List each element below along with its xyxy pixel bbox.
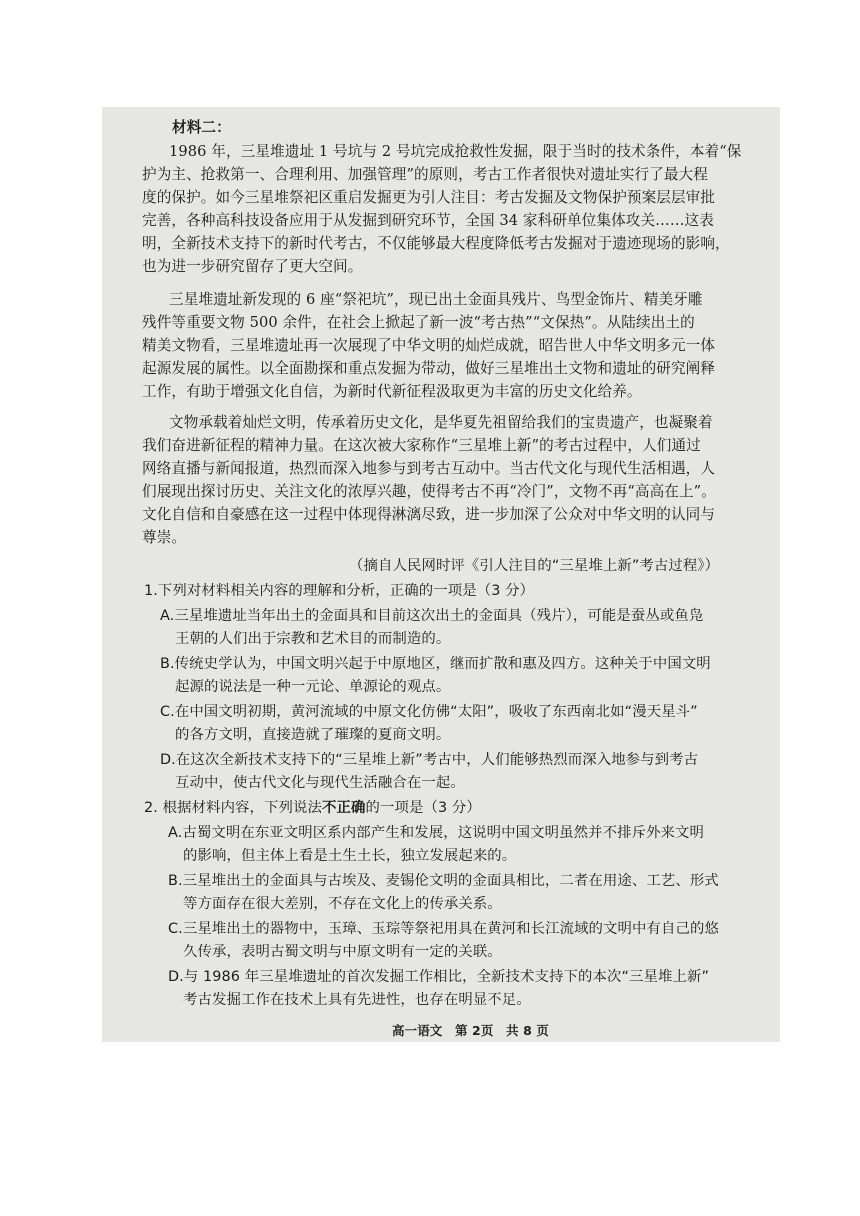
question-2-stem-text: 2. 根据材料内容，下列说法 bbox=[144, 800, 323, 816]
paragraph-2-line: 三星堆遗址新发现的 6 座“祭祀坑”，现已出土金面具残片、鸟型金饰片、精美牙雕 bbox=[169, 291, 703, 308]
question-1-stem: 1.下列对材料相关内容的理解和分析，正确的一项是（3 分） bbox=[144, 583, 535, 599]
question-2-option-d-cont: 考古发掘工作在技术上具有先进性，也存在明显不足。 bbox=[183, 992, 531, 1008]
question-2-option-a: A.古蜀文明在东亚文明区系内部产生和发展，这说明中国文明虽然并不排斥外来文明 bbox=[168, 825, 705, 841]
paragraph-1-line: 也为进一步研究留存了更大空间。 bbox=[142, 258, 363, 275]
paragraph-1-line: 明，全新技术支持下的新时代考古，不仅能够最大程度降低考古发掘对于遗迹现场的影响， bbox=[142, 235, 730, 252]
material-heading: 材料二： bbox=[172, 119, 231, 136]
paragraph-3-line: 我们奋进新征程的精神力量。在这次被大家称作“三星堆上新”的考古过程中，人们通过 bbox=[142, 437, 701, 454]
question-1-option-b: B.传统史学认为，中国文明兴起于中原地区，继而扩散和惠及四方。这种关于中国文明 bbox=[160, 656, 711, 672]
paragraph-2-line: 精美文物看，三星堆遗址再一次展现了中华文明的灿烂成就，昭告世人中华文明多元一体 bbox=[142, 337, 716, 354]
question-1-option-a-cont: 王朝的人们出于宗教和艺术目的而制造的。 bbox=[175, 631, 451, 647]
paragraph-2-line: 工作，有助于增强文化自信，为新时代新征程汲取更为丰富的历史文化给养。 bbox=[142, 383, 642, 400]
page-footer: 高一语文 第 2页 共 8 页 bbox=[392, 1023, 549, 1038]
paragraph-3-line: 尊崇。 bbox=[142, 529, 187, 546]
question-2-option-a-cont: 的影响，但主体上看是土生土长，独立发展起来的。 bbox=[183, 848, 517, 864]
question-2-option-d: D.与 1986 年三星堆遗址的首次发掘工作相比，全新技术支持下的本次“三星堆上新” bbox=[168, 969, 710, 985]
question-1-option-c-cont: 的各方文明，直接造就了璀璨的夏商文明。 bbox=[175, 727, 451, 743]
question-2-option-c-cont: 久传承，表明古蜀文明与中原文明有一定的关联。 bbox=[183, 944, 502, 960]
paragraph-3-line: 们展现出探讨历史、关注文化的浓厚兴趣，使得考古不再“冷门”，文物不再“高高在上”。 bbox=[142, 483, 716, 500]
paragraph-2-line: 残件等重要文物 500 余件，在社会上掀起了新一波“考古热”“文保热”。从陆续出土的 bbox=[142, 314, 695, 331]
question-1-option-a: A.三星堆遗址当年出土的金面具和目前这次出土的金面具（残片），可能是蚕丛或鱼凫 bbox=[160, 608, 704, 624]
paragraph-1-line: 度的保护。如今三星堆祭祀区重启发掘更为引人注目：考古发掘及文物保护预案层层审批 bbox=[142, 189, 716, 206]
paragraph-2-line: 起源发展的属性。以全面勘探和重点发掘为带动，做好三星堆出土文物和遗址的研究阐释 bbox=[142, 360, 716, 377]
paragraph-1-line: 护为主、抢救第一、合理利用、加强管理”的原则，考古工作者很快对遗址实行了最大程 bbox=[142, 166, 708, 183]
source-citation: （摘自人民网时评《引人注目的“三星堆上新”考古过程》） bbox=[349, 558, 720, 574]
paragraph-3-line: 网络直播与新闻报道，热烈而深入地参与到考古互动中。当古代文化与现代生活相遇，人 bbox=[142, 460, 716, 477]
question-2-option-b-cont: 等方面存在很大差别，不存在文化上的传承关系。 bbox=[183, 896, 502, 912]
paragraph-3-line: 文化自信和自豪感在这一过程中体现得淋漓尽致，进一步加深了公众对中华文明的认同与 bbox=[142, 506, 716, 523]
question-1-option-c: C.在中国文明初期，黄河流域的中原文化仿佛“太阳”，吸收了东西南北如“漫天星斗” bbox=[160, 704, 698, 720]
paragraph-3-line: 文物承载着灿烂文明，传承着历史文化，是华夏先祖留给我们的宝贵遗产，也凝聚着 bbox=[169, 414, 713, 431]
question-2-stem bbox=[144, 798, 481, 818]
paragraph-1-line: 1986 年，三星堆遗址 1 号坑与 2 号坑完成抢救性发掘，限于当时的技术条件，本着“保 bbox=[169, 143, 742, 160]
question-2-emphasis: 不正确 bbox=[322, 800, 366, 816]
question-2-option-b: B.三星堆出土的金面具与古埃及、麦锡伦文明的金面具相比，二者在用途、工艺、形式 bbox=[168, 873, 719, 889]
question-1-option-b-cont: 起源的说法是一种一元论、单源论的观点。 bbox=[175, 679, 451, 695]
question-2-stem-tail: 的一项是（3 分） bbox=[365, 800, 481, 816]
paragraph-1-line: 完善，各种高科技设备应用于从发掘到研究环节，全国 34 家科研单位集体攻关……这表 bbox=[142, 212, 714, 229]
question-1-option-d: D.在这次全新技术支持下的“三星堆上新”考古中，人们能够热烈而深入地参与到考古 bbox=[160, 752, 699, 768]
question-1-option-d-cont: 互动中，使古代文化与现代生活融合在一起。 bbox=[175, 775, 465, 791]
question-2-option-c: C.三星堆出土的器物中，玉璋、玉琮等祭祀用具在黄河和长江流域的文明中有自己的悠 bbox=[168, 921, 719, 937]
exam-page bbox=[102, 107, 780, 1042]
